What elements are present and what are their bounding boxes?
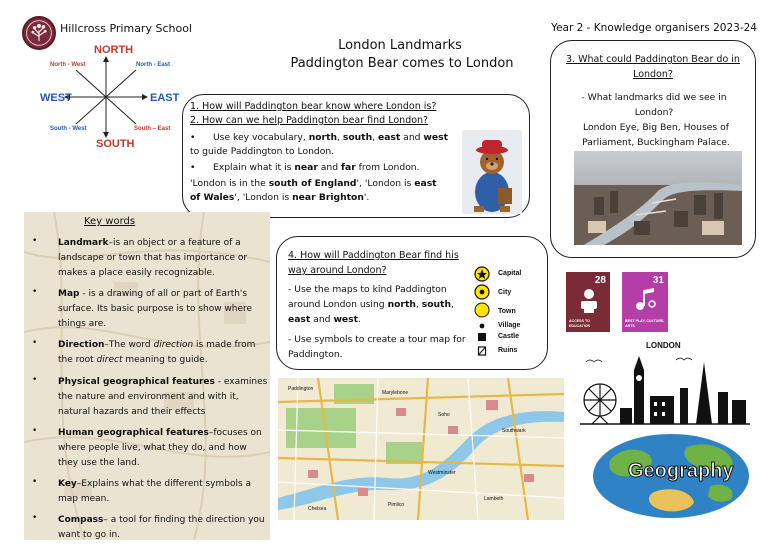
compass-south-west-label: South - West <box>50 126 87 132</box>
town-circle-icon <box>474 302 490 318</box>
castle-square-icon <box>474 332 490 342</box>
paddington-bear-icon <box>462 130 522 214</box>
box1-bullet-near-far: • Explain what it is near and far from London. <box>190 162 420 173</box>
bullet-dot: • <box>190 162 213 173</box>
map-label-pimlico: Pimlico <box>388 502 405 508</box>
keyword-human-features: Human geographical features–focuses on where people live, what they do, and how they use the land. <box>58 428 262 468</box>
london-aerial-photo <box>574 151 742 245</box>
page-title: London Landmarks <box>338 38 462 53</box>
bullet-dot: • <box>32 426 38 436</box>
map-label-soho: Soho <box>438 412 450 418</box>
box1-bullet-vocabulary: • Use key vocabulary, north, south, east and west to guide Paddington to London. <box>190 132 448 157</box>
box4-map-instruction: - Use the maps to kind Paddington around London using north, south, east and west. <box>288 284 454 325</box>
map-label-paddington: Paddington <box>288 386 314 392</box>
keyword-compass: Compass– a tool for finding the direction you want to go in. <box>58 515 265 540</box>
question-1: 1. How will Paddington bear know where London is? <box>190 101 437 112</box>
sdg-tile-number: 28 <box>594 275 606 286</box>
map-symbols-legend: Capital City Town Village Castle Ruins <box>474 266 544 360</box>
compass-west-label: WEST <box>40 92 72 104</box>
geography-title: Geography <box>628 460 734 482</box>
key-words-title: Key words <box>84 216 136 227</box>
box3-prompt: - What landmarks did we see in London? <box>581 92 727 118</box>
year-line: Year 2 - Knowledge organisers 2023-24 <box>551 22 757 34</box>
capital-star-icon <box>474 266 490 282</box>
london-street-map <box>278 378 564 520</box>
sdg-tile-best-play-culture-arts <box>622 272 668 332</box>
bullet-dot: • <box>32 375 38 385</box>
street-map-icon <box>278 378 564 520</box>
question-2: 2. How can we help Paddington bear find London? <box>190 115 429 126</box>
bullet-dot: • <box>32 477 38 487</box>
keyword-map: Map - is a drawing of all or part of Earth's surface. Its basic purpose is to show where things are. <box>58 289 253 329</box>
geography-globe-graphic <box>590 430 752 522</box>
box1-example-sentences: 'London is in the south of England', 'London is east of Wales', 'London is near Brighton'. <box>190 178 437 203</box>
bullet-dot: • <box>32 236 38 246</box>
map-label-westminster: Westminster <box>428 470 456 476</box>
box4-symbols-instruction: - Use symbols to create a tour map for Paddington. <box>288 334 466 360</box>
bullet-dot: • <box>190 132 213 143</box>
compass-south-east-label: South – East <box>134 126 171 132</box>
map-label-southwark: Southwark <box>502 428 526 434</box>
skyline-icon <box>580 352 750 426</box>
compass-south-label: SOUTH <box>96 138 135 150</box>
sdg-tile-caption: BEST PLAY, CULTURE, ARTS <box>625 319 665 328</box>
sdg-tile-number: 31 <box>652 275 664 286</box>
sdg-tile-access-to-education <box>566 272 610 332</box>
village-dot-icon <box>474 320 490 330</box>
keyword-landmark: Landmark–is an object or a feature of a landscape or town that has importance or makes a place easily recognizable. <box>58 238 248 278</box>
keyword-key: Key–Explains what the different symbols a map mean. <box>58 479 252 504</box>
ruins-square-icon <box>474 346 490 356</box>
city-dot-icon <box>474 284 490 300</box>
keyword-physical-features: Physical geographical features - examines the nature and environment and with it, natural hazards and their effects <box>58 377 268 417</box>
question-3: 3. What could Paddington Bear do in London? <box>566 54 740 80</box>
education-person-icon <box>578 288 600 314</box>
page-subtitle: Paddington Bear comes to London <box>290 56 514 71</box>
keyword-direction: Direction–The word direction is made from the root direct meaning to guide. <box>58 340 256 365</box>
music-play-icon <box>632 286 658 314</box>
school-name: Hillcross Primary School <box>60 22 192 35</box>
sdg-tile-caption: ACCESS TO EDUCATION <box>569 319 591 328</box>
compass-north-label: NORTH <box>94 44 134 56</box>
compass-north-west-label: North - West <box>50 62 86 68</box>
compass-east-label: EAST <box>150 92 180 104</box>
london-skyline-illustration <box>580 352 750 426</box>
map-label-lambeth: Lambeth <box>484 496 504 502</box>
compass-diagram <box>36 42 180 152</box>
bullet-dot: • <box>32 513 38 523</box>
bullet-dot: • <box>32 338 38 348</box>
compass-north-east-label: North - East <box>136 62 171 68</box>
box3-landmarks-list: London Eye, Big Ben, Houses of Parliament, Buckingham Palace. <box>582 122 730 148</box>
paddington-bear-image <box>462 130 522 214</box>
london-label: LONDON <box>646 341 681 350</box>
london-aerial-icon <box>574 151 742 245</box>
map-label-chelsea: Chelsea <box>308 506 327 512</box>
bullet-dot: • <box>32 287 38 297</box>
map-label-marylebone: Marylebone <box>382 390 409 396</box>
question-4: 4. How will Paddington Bear find his way around London? <box>288 250 459 276</box>
